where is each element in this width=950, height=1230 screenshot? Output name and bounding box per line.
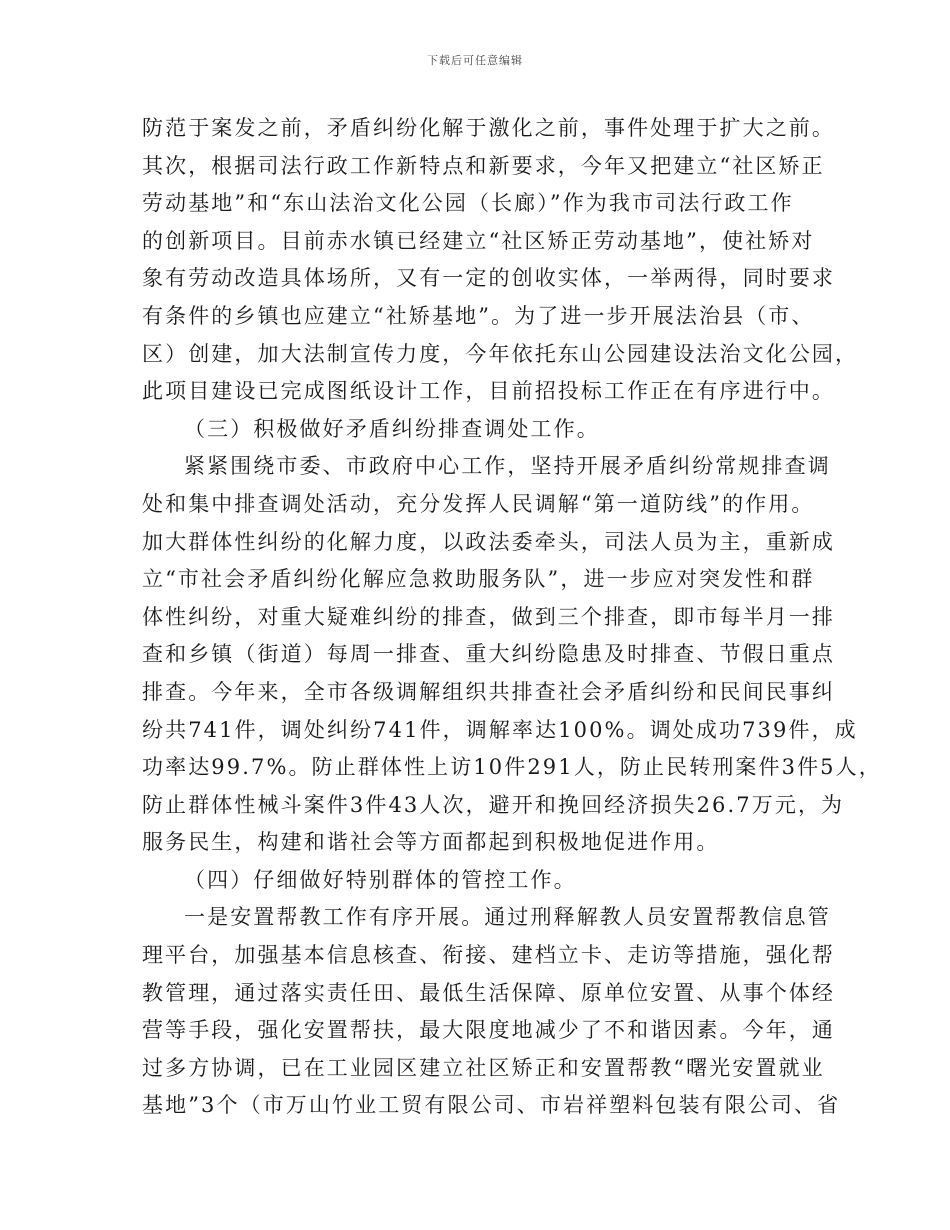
text-line: 纷共741件，调处纠纷741件，调解率达100%。调处成功739件，成 — [142, 717, 858, 742]
page-header: 下载后可任意编辑 — [427, 54, 523, 67]
text-line: 区）创建，加大法制宣传力度，今年依托东山公园建设法治文化公园， — [142, 341, 859, 366]
text-line: 基地”3个（市万山竹业工贸有限公司、市岩祥塑料包装有限公司、省 — [142, 1093, 841, 1118]
text-line: 象有劳动改造具体场所，又有一定的创收实体，一举两得，同时要求 — [142, 266, 835, 291]
text-line: 防止群体性械斗案件3件43人次，避开和挽回经济损失26.7万元，为 — [142, 792, 845, 817]
text-line: 理平台，加强基本信息核查、衔接、建档立卡、走访等措施，强化帮 — [142, 943, 835, 968]
text-line: 防范于案发之前，矛盾纠纷化解于激化之前，事件处理于扩大之前。 — [142, 116, 835, 140]
text-line: 教管理，通过落实责任田、最低生活保障、原单位安置、从事个体经 — [142, 980, 835, 1005]
document-body — [142, 110, 882, 1125]
text-line: 其次，根据司法行政工作新特点和新要求，今年又把建立“社区矫正 — [142, 153, 825, 178]
text-line: 紧紧围绕市委、市政府中心工作，坚持开展矛盾纠纷常规排查调 — [184, 454, 831, 479]
text-line: 加大群体性纠纷的化解力度，以政法委牵头，司法人员为主，重新成 — [142, 529, 835, 554]
text-line: 立“市社会矛盾纠纷化解应急救助服务队”，进一步应对突发性和群 — [142, 567, 815, 592]
text-line: 体性纠纷，对重大疑难纠纷的排查，做到三个排查，即市每半月一排 — [142, 604, 835, 629]
text-line: 功率达99.7%。防止群体性上访10件291人，防止民转刑案件3件5人， — [142, 755, 882, 780]
text-line: 服务民生，构建和谐社会等方面都起到积极地促进作用。 — [142, 830, 720, 855]
text-line: 有条件的乡镇也应建立“社矫基地”。为了进一步开展法治县（市、 — [142, 303, 815, 328]
text-line: 此项目建设已完成图纸设计工作，目前招投标工作正在有序进行中。 — [142, 379, 835, 404]
text-line: 劳动基地”和“东山法治文化公园（长廊）”作为我市司法行政工作 — [142, 191, 794, 216]
text-line: 过多方协调，已在工业园区建立社区矫正和安置帮教“曙光安置就业 — [142, 1055, 825, 1080]
section-heading: （三）积极做好矛盾纠纷排查调处工作。 — [184, 416, 600, 441]
text-line: 营等手段，强化安置帮扶，最大限度地减少了不和谐因素。今年，通 — [142, 1018, 835, 1043]
text-line: 处和集中排查调处活动，充分发挥人民调解“第一道防线”的作用。 — [142, 491, 815, 516]
text-line: 的创新项目。目前赤水镇已经建立“社区矫正劳动基地”，使社矫对 — [142, 228, 815, 253]
text-line: 排查。今年来，全市各级调解组织共排查社会矛盾纠纷和民间民事纠 — [142, 679, 835, 704]
section-heading: （四）仔细做好特别群体的管控工作。 — [184, 867, 577, 892]
text-line: 查和乡镇（街道）每周一排查、重大纠纷隐患及时排查、节假日重点 — [142, 642, 835, 667]
text-line: 一是安置帮教工作有序开展。通过刑释解教人员安置帮教信息管 — [184, 905, 831, 930]
